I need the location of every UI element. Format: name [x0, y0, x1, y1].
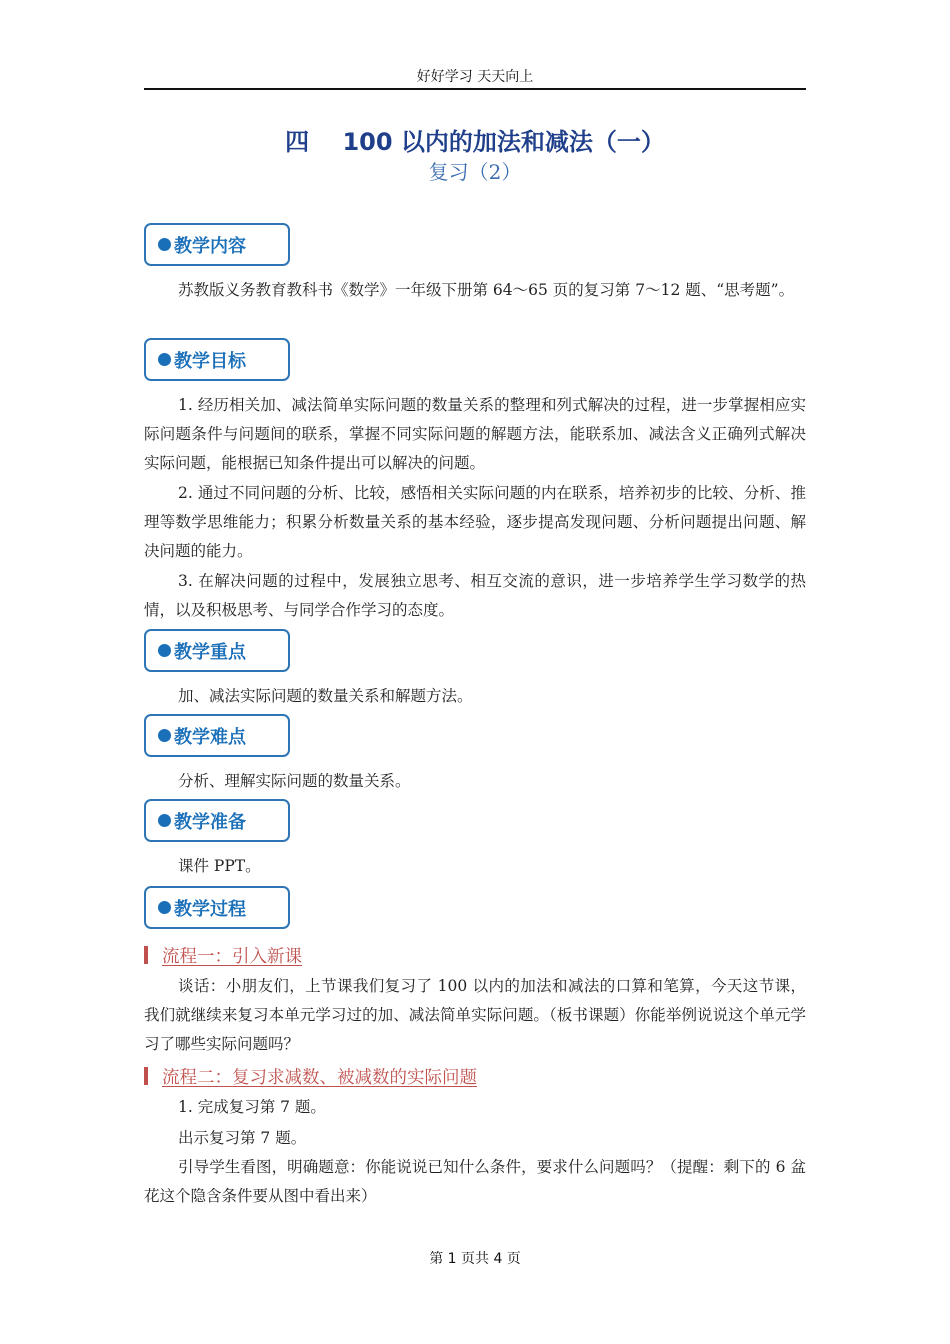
section-heading-label: 教学内容	[174, 235, 246, 257]
bullet-dot-icon	[158, 729, 171, 742]
flow-heading-label: 流程一：引入新课	[162, 946, 302, 967]
section-heading-key-points	[144, 629, 290, 672]
document-title: 四 100 以内的加法和减法（一）	[285, 128, 665, 156]
flow2-paragraph-2: 出示复习第 7 题。	[178, 1129, 307, 1147]
flow-heading-2	[144, 1065, 477, 1087]
page-footer: 第 1 页共 4 页	[429, 1251, 521, 1267]
flow2-paragraph-3: 引导学生看图，明确题意：你能说说已知什么条件，要求什么问题吗？（提醒：剩下的 6 盆花这个隐含条件要从图中看出来）	[144, 1158, 806, 1205]
page-header: 好好学习 天天向上	[416, 69, 534, 85]
content-paragraph: 苏教版义务教育教科书《数学》一年级下册第 64～65 页的复习第 7～12 题、“思考题”。	[178, 281, 795, 299]
section-heading-content	[144, 223, 290, 266]
document-subtitle: 复习（2）	[428, 160, 522, 184]
section-heading-label: 教学重点	[174, 641, 246, 663]
section-heading-process	[144, 886, 290, 929]
goal-paragraph-1: 1. 经历相关加、减法简单实际问题的数量关系的整理和列式解决的过程，进一步掌握相应实际问题条件与问题间的联系，掌握不同实际问题的解题方法，能联系加、减法含义正确列式解决实际问题，能根据已知条件提出可以解决的问题。	[144, 396, 806, 472]
flow2-paragraph-1: 1. 完成复习第 7 题。	[178, 1098, 326, 1116]
bullet-dot-icon	[158, 644, 171, 657]
flow-bar-icon	[144, 946, 148, 964]
flow-heading-1	[144, 944, 302, 966]
section-heading-difficulties	[144, 714, 290, 757]
section-heading-goals	[144, 338, 290, 381]
difficulties-paragraph: 分析、理解实际问题的数量关系。	[178, 772, 411, 790]
bullet-dot-icon	[158, 238, 171, 251]
flow-heading-label: 流程二：复习求减数、被减数的实际问题	[162, 1067, 477, 1088]
bullet-dot-icon	[158, 901, 171, 914]
section-heading-preparation	[144, 799, 290, 842]
flow1-paragraph: 谈话：小朋友们，上节课我们复习了 100 以内的加法和减法的口算和笔算，今天这节课，我们就继续来复习本单元学习过的加、减法简单实际问题。（板书课题）你能举例说说这个单元学习了哪些实际问题吗？	[144, 977, 806, 1053]
section-heading-label: 教学难点	[174, 726, 246, 748]
section-heading-label: 教学目标	[174, 350, 246, 372]
section-heading-label: 教学准备	[174, 811, 246, 833]
header-rule	[144, 88, 806, 90]
flow-bar-icon	[144, 1067, 148, 1085]
bullet-dot-icon	[158, 353, 171, 366]
goal-paragraph-3: 3. 在解决问题的过程中，发展独立思考、相互交流的意识，进一步培养学生学习数学的热情，以及积极思考、与同学合作学习的态度。	[144, 572, 806, 619]
preparation-paragraph: 课件 PPT。	[178, 857, 261, 875]
key-points-paragraph: 加、减法实际问题的数量关系和解题方法。	[178, 687, 473, 705]
goal-paragraph-2: 2. 通过不同问题的分析、比较，感悟相关实际问题的内在联系，培养初步的比较、分析、推理等数学思维能力；积累分析数量关系的基本经验，逐步提高发现问题、分析问题提出问题、解决问题的能力。	[144, 484, 806, 560]
section-heading-label: 教学过程	[174, 898, 246, 920]
bullet-dot-icon	[158, 814, 171, 827]
